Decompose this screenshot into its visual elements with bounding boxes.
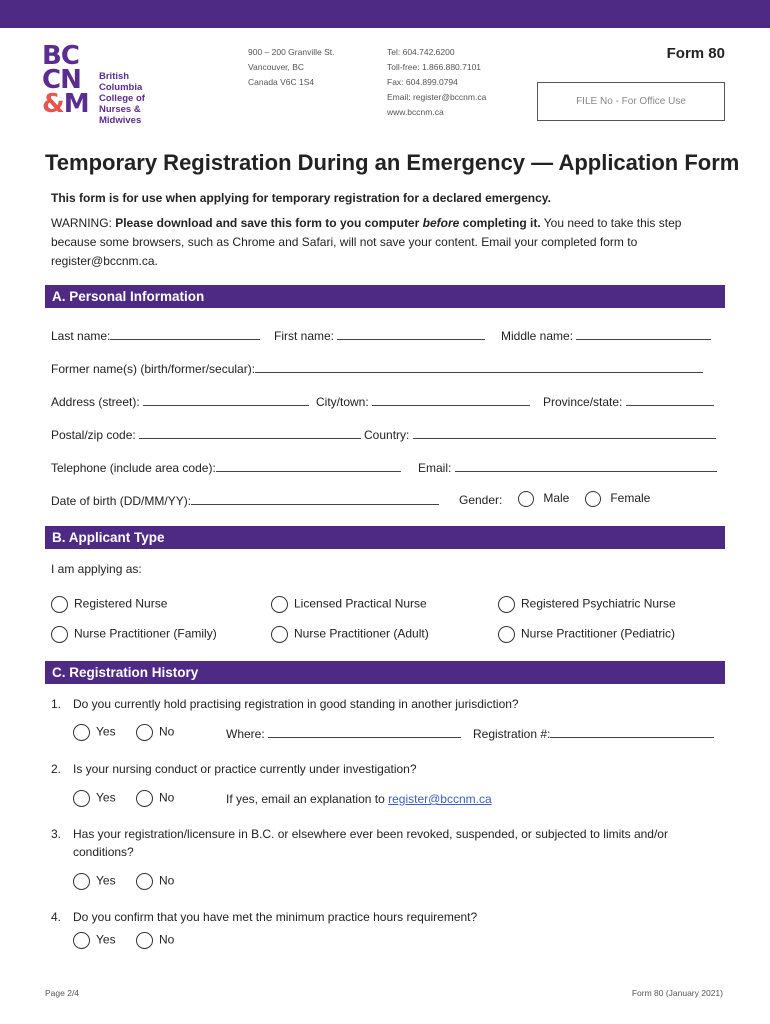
radio-circle[interactable] — [73, 724, 90, 741]
option-np-pediatric[interactable]: Nurse Practitioner (Pediatric) — [498, 626, 675, 643]
office-address: 900 – 200 Granville St. Vancouver, BC Canada V6C 1S4 — [248, 47, 335, 87]
radio-circle[interactable] — [51, 596, 68, 613]
section-b-header: B. Applicant Type — [45, 526, 725, 549]
question-3-text-line1: Has your registration/licensure in B.C. or elsewhere ever been revoked, suspended, or subjected to limits and/or — [73, 827, 668, 841]
last-name-field[interactable]: Last name: — [51, 328, 260, 343]
form-number: Form 80 — [666, 45, 725, 62]
option-licensed-practical-nurse[interactable]: Licensed Practical Nurse — [271, 596, 427, 613]
question-1-number: 1. — [51, 697, 62, 711]
page-number: Page 2/4 — [45, 988, 80, 998]
gender-male-radio[interactable]: Male — [518, 491, 569, 507]
dob-field[interactable]: Date of birth (DD/MM/YY): — [51, 493, 439, 508]
option-np-family[interactable]: Nurse Practitioner (Family) — [51, 626, 217, 643]
question-3-number: 3. — [51, 827, 62, 841]
question-3-text-line2: conditions? — [73, 845, 134, 859]
radio-circle[interactable] — [271, 596, 288, 613]
radio-circle[interactable] — [518, 491, 534, 507]
q1-registration-number-field[interactable]: Registration #: — [473, 726, 714, 741]
radio-circle[interactable] — [73, 873, 90, 890]
question-4-text: Do you confirm that you have met the minimum practice hours requirement? — [73, 910, 478, 924]
province-field[interactable]: Province/state: — [543, 394, 714, 409]
warning-text: WARNING: Please download and save this form to you computer before completing it. You need to take this step because some browsers, such as Chrome and Safari, will not save your content. Email your completed form to register@bccnm.ca. — [51, 216, 682, 268]
q2-no-radio[interactable]: No — [136, 790, 174, 807]
country-field[interactable]: Country: — [364, 427, 716, 442]
radio-circle[interactable] — [498, 626, 515, 643]
radio-circle[interactable] — [73, 790, 90, 807]
radio-circle[interactable] — [136, 932, 153, 949]
applying-as-label: I am applying as: — [51, 562, 142, 576]
q4-no-radio[interactable]: No — [136, 932, 174, 949]
top-banner — [0, 0, 770, 28]
question-1-text: Do you currently hold practising registration in good standing in another jurisdiction? — [73, 697, 519, 711]
intro-text: This form is for use when applying for temporary registration for a declared emergency. — [51, 191, 551, 205]
postal-code-field[interactable]: Postal/zip code: — [51, 427, 361, 442]
contact-info: Tel: 604.742.6200 Toll-free: 1.866.880.7101 Fax: 604.899.0794 Email: register@bccnm.ca www.bccnm.ca — [387, 47, 487, 117]
radio-circle[interactable] — [585, 491, 601, 507]
q1-yes-radio[interactable]: Yes — [73, 724, 116, 741]
radio-circle[interactable] — [271, 626, 288, 643]
logo-letters: BC CN &M — [42, 41, 89, 119]
option-registered-nurse[interactable]: Registered Nurse — [51, 596, 167, 613]
city-field[interactable]: City/town: — [316, 394, 530, 409]
middle-name-field[interactable]: Middle name: — [501, 328, 711, 343]
address-field[interactable]: Address (street): — [51, 394, 309, 409]
first-name-field[interactable]: First name: — [274, 328, 485, 343]
q1-where-field[interactable]: Where: — [226, 726, 461, 741]
q3-yes-radio[interactable]: Yes — [73, 873, 116, 890]
q4-yes-radio[interactable]: Yes — [73, 932, 116, 949]
radio-circle[interactable] — [498, 596, 515, 613]
option-np-adult[interactable]: Nurse Practitioner (Adult) — [271, 626, 429, 643]
question-2-text: Is your nursing conduct or practice currently under investigation? — [73, 762, 417, 776]
radio-circle[interactable] — [136, 790, 153, 807]
q3-no-radio[interactable]: No — [136, 873, 174, 890]
q2-yes-radio[interactable]: Yes — [73, 790, 116, 807]
question-4-number: 4. — [51, 910, 62, 924]
q1-no-radio[interactable]: No — [136, 724, 174, 741]
email-field[interactable]: Email: — [418, 460, 717, 475]
telephone-field[interactable]: Telephone (include area code): — [51, 460, 401, 475]
gender-label: Gender: — [459, 493, 503, 507]
logo-college-name: British Columbia College of Nurses & Midwives — [99, 71, 145, 126]
radio-circle[interactable] — [73, 932, 90, 949]
page-title: Temporary Registration During an Emergency — Application Form — [45, 150, 740, 175]
form-version: Form 80 (January 2021) — [631, 988, 723, 998]
former-names-field[interactable]: Former name(s) (birth/former/secular): — [51, 361, 703, 376]
radio-circle[interactable] — [136, 873, 153, 890]
radio-circle[interactable] — [51, 626, 68, 643]
gender-female-radio[interactable]: Female — [585, 491, 650, 507]
question-2-number: 2. — [51, 762, 62, 776]
file-number-field[interactable]: FILE No - For Office Use — [537, 82, 725, 121]
q2-note: If yes, email an explanation to register@bccnm.ca — [226, 792, 492, 806]
section-a-header: A. Personal Information — [45, 285, 725, 308]
radio-circle[interactable] — [136, 724, 153, 741]
section-c-header: C. Registration History — [45, 661, 725, 684]
option-registered-psychiatric-nurse[interactable]: Registered Psychiatric Nurse — [498, 596, 676, 613]
register-email-link[interactable]: register@bccnm.ca — [388, 792, 492, 806]
bccnm-logo — [42, 41, 162, 126]
